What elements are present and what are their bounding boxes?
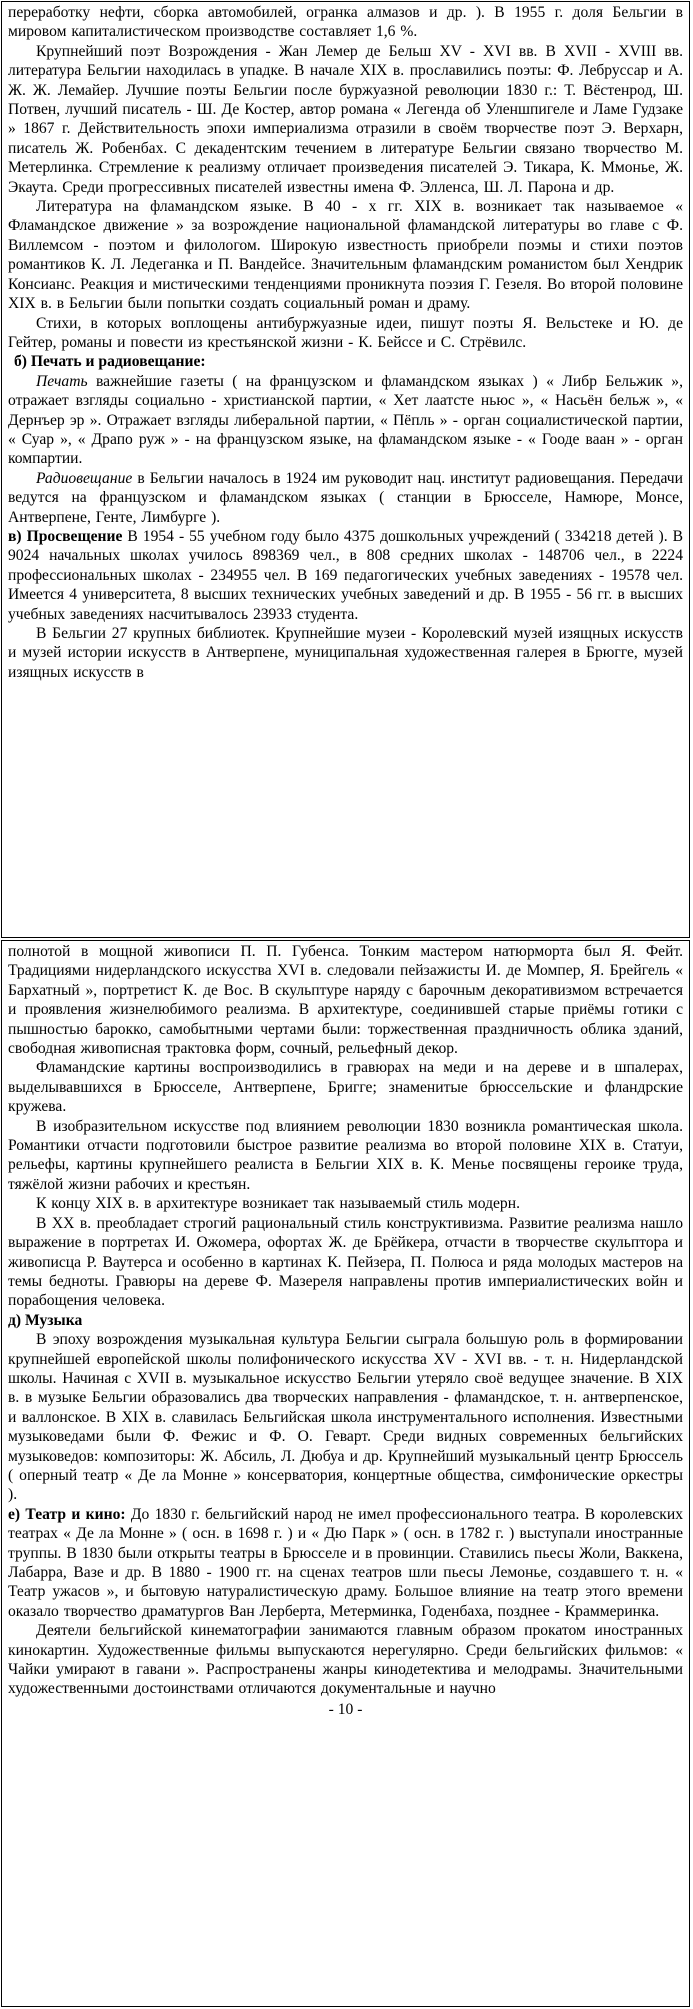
paragraph-cinema: Деятели бельгийской кинематографии занимаются главным образом прокатом иностранных кинокартин. Художественные фильмы выпускаются нерегулярно. Среди бельгийских фильмов: « Чайки умирают в гавани ». Распространены жанры кинодетектива и мелодрамы. Значительными художественными достоинствами отличаются документальные и научно — [8, 1622, 683, 1698]
paragraph-rubens-continuation: полнотой в мощной живописи П. П. Губенса. Тонким мастером натюрморта был Я. Фейт. Традициями нидерландского искусства XVI в. следовали пейзажисты И. де Момпер, Я. Брейгель « Бархатный », портретист К. де Вос. В скульптуре наряду с барочным декоративизмом встречается и проявления жизнелюбимого реализма. В архитектуре, соединившей старые приёмы готики с пышностью барокко, самобытными чертами были: торжественная праздничность облика зданий, свободная живописная трактовка форм, сочный, рельефный декор. — [8, 943, 683, 1058]
education-heading: в) Просвещение — [8, 527, 123, 545]
radio-text: в Бельгии началось в 1924 им руководит нац. институт радиовещания. Передачи ведутся на французском и фламандском языках ( станции в Брюсселе, Намюре, Монсе, Антверпене, Генте, Лимбурге ). — [8, 469, 683, 526]
paragraph-twentieth-century: В XX в. преобладает строгий рациональный стиль конструктивизма. Развитие реализма нашло выражение в портретах И. Ожомера, офортах Ж. де Брёйкера, отчасти в творчестве скульптора и живописца Р. Ваутерса и особенно в картинах К. Пейзера, П. Полюса и ряда молодых мастеров на темы бедноты. Гравюры на дереве Ф. Мазереля направлены против империалистических войн и порабощения человека. — [8, 1214, 683, 1310]
paragraph-engravings: Фламандские картины воспроизводились в гравюрах на меди и на дереве и в шпалерах, выделывавшихся в Брюсселе, Антверпене, Бригге; знаменитые брюссельские и фландрские кружева. — [8, 1059, 683, 1116]
theatre-text: До 1830 г. бельгийский народ не имел профессионального театра. В королевских театрах « Де ла Монне » ( осн. в 1698 г. ) и « Дю Парк » ( осн. в 1782 г. ) выступали иностранные труппы. В 1830 были открыты театры в Брюсселе и в провинции. Ставились пьесы Жоли, Ваккена, Лабарра, Вазе и др. В 1880 - 1900 гг. на сценах театров шли пьесы Лемонье, создавшего т. н. « Театр ужасов », и бытовую натуралистическую драму. Большое влияние на театр этого времени оказало творчество драматургов Ван Лерберта, Метерминка, Годенбаха, позднее - Краммеринка. — [8, 1505, 683, 1620]
lower-text-frame — [1, 940, 690, 2007]
section-heading-press-radio: б) Печать и радиовещание: — [14, 353, 206, 371]
paragraph-antibourgeois-verses: Стихи, в которых воплощены антибуржуазные идеи, пишут поэты Я. Вельстеке и Ю. де Гейтер, романы и повести из крестьянской жизни - К. Бейссе и С. Стрёвилс. — [8, 314, 683, 351]
education-text: В 1954 - 55 учебном году было 4375 дошкольных учреждений ( 334218 детей ). В 9024 начальных школах училось 898369 чел., в 808 средних школах - 148706 чел., в 2224 профессиональных школах - 234955 чел. В 169 педагогических учебных заведениях - 19578 чел. Имеется 4 университета, 8 высших технических учебных заведений и др. В 1955 - 56 гг. в высших учебных заведениях насчитывалось 23933 студента. — [8, 527, 683, 623]
section-heading-music: д) Музыка — [8, 1311, 83, 1329]
paragraph-poets: Крупнейший поэт Возрождения - Жан Лемер де Бельш XV - XVI вв. В XVII - XVIII вв. литература Бельгии находилась в упадке. В начале XIX в. прославились поэты: Ф. Лебруссар и А. Ж. Ж. Лемайер. Лучшие поэты Бельгии после буржуазной революции 1830 г.: Т. Вёстенрод, Ш. Потвен, лучший писатель - Ш. Де Костер, автор романа « Легенда об Уленшпигеле и Ламе Гудзаке » 1867 г. Действительность эпохи империализма отразили в своём творчестве поэт Э. Верхарн, писатель Ж. Робенбах. С декадентским течением в литературе Бельгии связано творчество М. Метерлинка. Стремление к реализму отличает произведения писателей Э. Тикара, К. Ммонье, Ж. Экаута. Среди прогрессивных писателей известны имена Ф. Элленса, Ш. Л. Парона и др. — [8, 42, 683, 196]
page-number: - 10 - — [328, 1700, 363, 1718]
paragraph-press — [8, 372, 683, 469]
paragraph-modern-style: К концу XIX в. в архитектуре возникает так называемый стиль модерн. — [36, 1195, 520, 1213]
paragraph-education — [8, 527, 683, 624]
paragraph-music: В эпоху возрождения музыкальная культура Бельгии сыграла большую роль в формировании крупнейшей европейской школы полифонического искусства XV - XVI вв. - т. н. Нидерландской школы. Начиная с XVII в. музыкальное искусство Бельгии утеряло своё ведущее значение. В XIX в. в музыке Бельгии образовались два творческих направления - фламандское, т. н. антверпенское, и валлонское. В XIX в. славилась Бельгийская школа инструментального исполнения. Известными музыковедами были Ф. Фежис и Ф. О. Геварт. Среди видных современных бельгийских музыковедов: композиторы: Ж. Абсиль, Л. Дюбуа и др. Крупнейший музыкальный центр Брюссель ( оперный театр « Де ла Монне » консерватория, концертные общества, симфонические оркестры ). — [8, 1331, 683, 1504]
paragraph-economy-continuation: переработку нефти, сборка автомобилей, огранка алмазов и др. ). В 1955 г. доля Бельгии в мировом капиталистическом производстве составляет 1,6 %. — [8, 4, 683, 41]
paragraph-theatre — [8, 1505, 683, 1621]
press-text: важнейшие газеты ( на французском и фламандском языках ) « Либр Бельжик », отражает взгляды социально - христианской партии, « Хет лаатсте ньюс », « Насьён бельж », « Дернъер эр ». Отражает взгляды либеральной партии, « Пёпль » - орган социалистической партии, « Суар », « Драпо руж » - на французском языке, на фламандском языке - « Гооде ваан » - орган компартии. — [8, 372, 683, 468]
paragraph-radio — [8, 469, 683, 527]
radio-lead-term: Радиовещание — [36, 469, 133, 487]
upper-text-frame — [1, 1, 690, 938]
paragraph-romantic-school: В изобразительном искусстве под влиянием революции 1830 возникла романтическая школа. Романтики отчасти подготовили быстрое развитие реализма во второй половине XIX в. Статуи, рельефы, картины крупнейшего реалиста в Бельгии XIX в. К. Менье посвящены героике труда, тяжёлой жизни рабочих и крестьян. — [8, 1117, 683, 1193]
press-lead-term: Печать — [36, 372, 88, 390]
paragraph-flemish-literature: Литература на фламандском языке. В 40 - х гг. XIX в. возникает так называемое « Фламандское движение » за возрождение национальной фламандской литературы во главе с Ф. Виллемсом - поэтом и филологом. Широкую известность приобрели поэмы и стихи поэтов романтиков К. Л. Ледеганка и П. Вандейсе. Значительным фламандским романистом был Хендрик Консианс. Реакция и мистическими тенденциями проникнута поэзия Г. Гезеля. Во второй половине XIX в. в Бельгии были попытки создать социальный роман и драму. — [8, 198, 683, 313]
paragraph-libraries: В Бельгии 27 крупных библиотек. Крупнейшие музеи - Королевский музей изящных искусств и музей истории искусств в Антверпене, муниципальная художественная галерея в Брюгге, музей изящных искусств в — [8, 625, 683, 681]
theatre-heading: е) Театр и кино: — [8, 1505, 126, 1523]
